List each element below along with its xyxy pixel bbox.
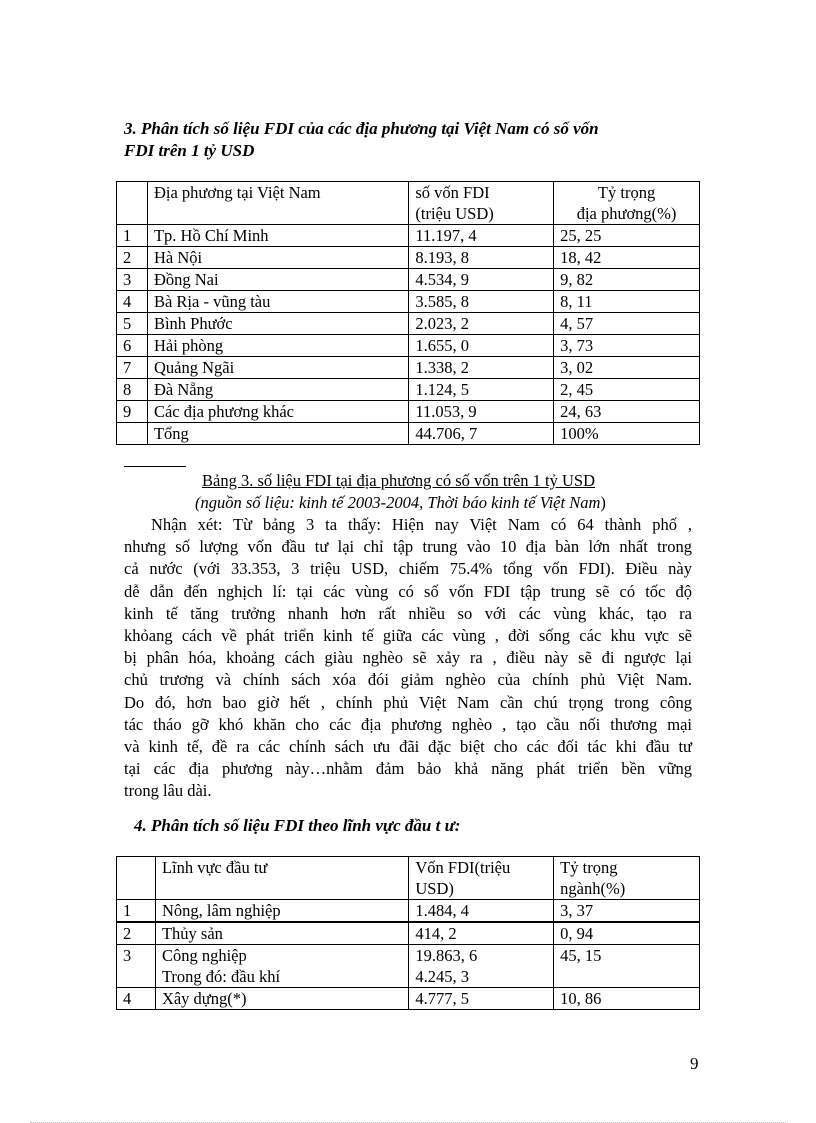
row-capital-l1: 19.863, 6 xyxy=(415,946,478,965)
paragraph-line: nhưng số lượng vốn đầu tư lại chỉ tập trung vào 10 địa bàn lớn nhất trong xyxy=(124,537,692,557)
section-3-heading xyxy=(124,118,599,162)
table-row xyxy=(117,335,700,357)
row-capital: 1.655, 0 xyxy=(409,335,554,357)
row-field-l2: Trong đó: đầu khí xyxy=(161,967,281,986)
header-no xyxy=(117,182,148,225)
row-locality: Đà Nẵng xyxy=(147,379,408,401)
paragraph-line: bị phân hóa, khoảng cách giàu nghèo sẽ xảy ra , điều này sẽ đi ngược lại xyxy=(124,648,692,668)
header-share xyxy=(554,857,700,900)
row-field: Nông, lâm nghiệp xyxy=(155,900,408,923)
table-row xyxy=(117,225,700,247)
row-share: 3, 73 xyxy=(554,335,700,357)
row-no: 8 xyxy=(117,379,148,401)
header-no xyxy=(117,857,156,900)
row-capital: 1.124, 5 xyxy=(409,379,554,401)
row-share: 100% xyxy=(554,423,700,445)
row-locality: Bình Phước xyxy=(147,313,408,335)
fdi-by-locality-table xyxy=(116,181,700,445)
row-capital: 1.484, 4 xyxy=(409,900,554,923)
paragraph-line: Do đó, hơn bao giờ hết , chính phủ Việt Nam cần chú trọng trong công xyxy=(124,692,692,712)
paragraph-line: tác tháo gỡ khó khăn cho các địa phương nghèo , tạo cầu nối thương mại xyxy=(124,714,692,734)
header-capital xyxy=(409,182,554,225)
section-3-heading-line2: FDI trên 1 tỷ USD xyxy=(124,141,255,160)
row-capital: 414, 2 xyxy=(409,922,554,945)
row-field-l1: Công nghiệp xyxy=(161,946,247,965)
fdi-by-sector-table xyxy=(116,856,700,1010)
table-row xyxy=(117,269,700,291)
header-capital xyxy=(409,857,554,900)
row-no xyxy=(117,423,148,445)
table-row xyxy=(117,900,700,923)
row-share: 3, 37 xyxy=(554,900,700,923)
header-capital-l1: Vốn FDI(triệu xyxy=(415,858,511,877)
row-no: 6 xyxy=(117,335,148,357)
row-locality: Bà Rịa - vũng tàu xyxy=(147,291,408,313)
row-no: 5 xyxy=(117,313,148,335)
caption-source-text: (nguồn số liệu: kinh tế 2003-2004, Thời báo kinh tế Việt Nam xyxy=(195,493,601,512)
analysis-paragraph xyxy=(124,514,692,803)
caption-title: Bảng 3. số liệu FDI tại địa phương có số vốn trên 1 tỷ USD xyxy=(202,471,596,490)
header-capital-l1: số vốn FDI xyxy=(415,183,490,202)
paragraph-line: chủ trương và chính sách xóa đói giảm nghèo của chính phủ Việt Nam. xyxy=(124,670,692,690)
table-row xyxy=(117,401,700,423)
row-share: 3, 02 xyxy=(554,357,700,379)
paragraph-line: dễ dẫn đến nghịch lí: tại các vùng có số vốn FDI tập trung sẽ có tốc độ xyxy=(124,581,692,601)
header-capital-l2: USD) xyxy=(415,879,454,898)
row-locality: Hải phòng xyxy=(147,335,408,357)
row-field xyxy=(155,945,408,988)
row-capital: 44.706, 7 xyxy=(409,423,554,445)
header-locality: Địa phương tại Việt Nam xyxy=(147,182,408,225)
row-share: 18, 42 xyxy=(554,247,700,269)
paragraph-line: cả nước (với 33.353, 3 triệu USD, chiếm 75.4% tổng vốn FDI). Điều này xyxy=(124,559,692,579)
table-row xyxy=(117,357,700,379)
section-3-heading-line1: 3. Phân tích số liệu FDI của các địa phương tại Việt Nam có số vốn xyxy=(124,119,599,138)
row-capital: 3.585, 8 xyxy=(409,291,554,313)
row-share: 25, 25 xyxy=(554,225,700,247)
row-capital: 8.193, 8 xyxy=(409,247,554,269)
row-share: 45, 15 xyxy=(554,945,700,988)
row-capital xyxy=(409,945,554,988)
table-row xyxy=(117,313,700,335)
row-capital: 1.338, 2 xyxy=(409,357,554,379)
header-share-l2: địa phương(%) xyxy=(576,204,677,223)
paragraph-line: kinh tế tăng trưởng nhanh hơn rất nhiều so với các vùng khác, tạo ra xyxy=(124,603,692,623)
page-number: 9 xyxy=(690,1054,699,1073)
row-no: 2 xyxy=(117,922,156,945)
row-share: 24, 63 xyxy=(554,401,700,423)
row-share: 10, 86 xyxy=(554,988,700,1010)
table-row xyxy=(117,291,700,313)
row-locality: Hà Nội xyxy=(147,247,408,269)
caption-source-close: ) xyxy=(600,493,606,512)
row-share: 4, 57 xyxy=(554,313,700,335)
footnote-separator xyxy=(124,466,186,467)
row-capital: 11.053, 9 xyxy=(409,401,554,423)
header-share-l1: Tỷ trọng xyxy=(560,858,618,877)
header-share-l1: Tỷ trọng xyxy=(597,183,656,202)
row-no: 4 xyxy=(117,291,148,313)
row-no: 3 xyxy=(117,945,156,988)
row-locality: Quảng Ngãi xyxy=(147,357,408,379)
header-field: Lĩnh vực đầu tư xyxy=(155,857,408,900)
row-locality: Tp. Hồ Chí Minh xyxy=(147,225,408,247)
row-capital: 4.777, 5 xyxy=(409,988,554,1010)
table-row xyxy=(117,379,700,401)
row-share: 8, 11 xyxy=(554,291,700,313)
row-capital-l2: 4.245, 3 xyxy=(415,967,469,986)
row-share: 9, 82 xyxy=(554,269,700,291)
table-header-row xyxy=(117,857,700,900)
paragraph-line: và kinh tế, đề ra các chính sách ưu đãi đặc biệt cho các đối tác khi đầu tư xyxy=(124,737,692,757)
table-3-caption xyxy=(124,470,700,514)
row-no: 1 xyxy=(117,225,148,247)
row-locality: Đồng Nai xyxy=(147,269,408,291)
table-row xyxy=(117,945,700,988)
row-share: 2, 45 xyxy=(554,379,700,401)
row-locality: Các địa phương khác xyxy=(147,401,408,423)
caption-source xyxy=(124,492,700,514)
table-total-row xyxy=(117,423,700,445)
paragraph-line: trong lâu dài. xyxy=(124,781,212,801)
row-no: 3 xyxy=(117,269,148,291)
row-capital: 2.023, 2 xyxy=(409,313,554,335)
section-4-heading: 4. Phân tích số liệu FDI theo lĩnh vực đầu t ư: xyxy=(134,816,461,835)
table-row xyxy=(117,922,700,945)
row-no: 9 xyxy=(117,401,148,423)
row-field: Xây dựng(*) xyxy=(155,988,408,1010)
row-no: 7 xyxy=(117,357,148,379)
paragraph-line: Nhận xét: Từ bảng 3 ta thấy: Hiện nay Việt Nam có 64 thành phố , xyxy=(151,515,692,534)
header-share-l2: ngành(%) xyxy=(560,879,626,898)
row-capital: 11.197, 4 xyxy=(409,225,554,247)
header-share xyxy=(554,182,700,225)
table-header-row xyxy=(117,182,700,225)
header-capital-l2: (triệu USD) xyxy=(415,204,494,223)
row-no: 4 xyxy=(117,988,156,1010)
table-row xyxy=(117,988,700,1010)
paragraph-line: tại các địa phương này…nhằm đảm bảo khả năng phát triển bền vững xyxy=(124,759,692,779)
row-no: 2 xyxy=(117,247,148,269)
row-field: Thủy sản xyxy=(155,922,408,945)
row-no: 1 xyxy=(117,900,156,923)
row-locality: Tổng xyxy=(147,423,408,445)
row-share: 0, 94 xyxy=(554,922,700,945)
row-capital: 4.534, 9 xyxy=(409,269,554,291)
table-row xyxy=(117,247,700,269)
paragraph-line: khỏang cách về phát triển kinh tế giữa các vùng , đời sống các khu vực sẽ xyxy=(124,626,692,646)
